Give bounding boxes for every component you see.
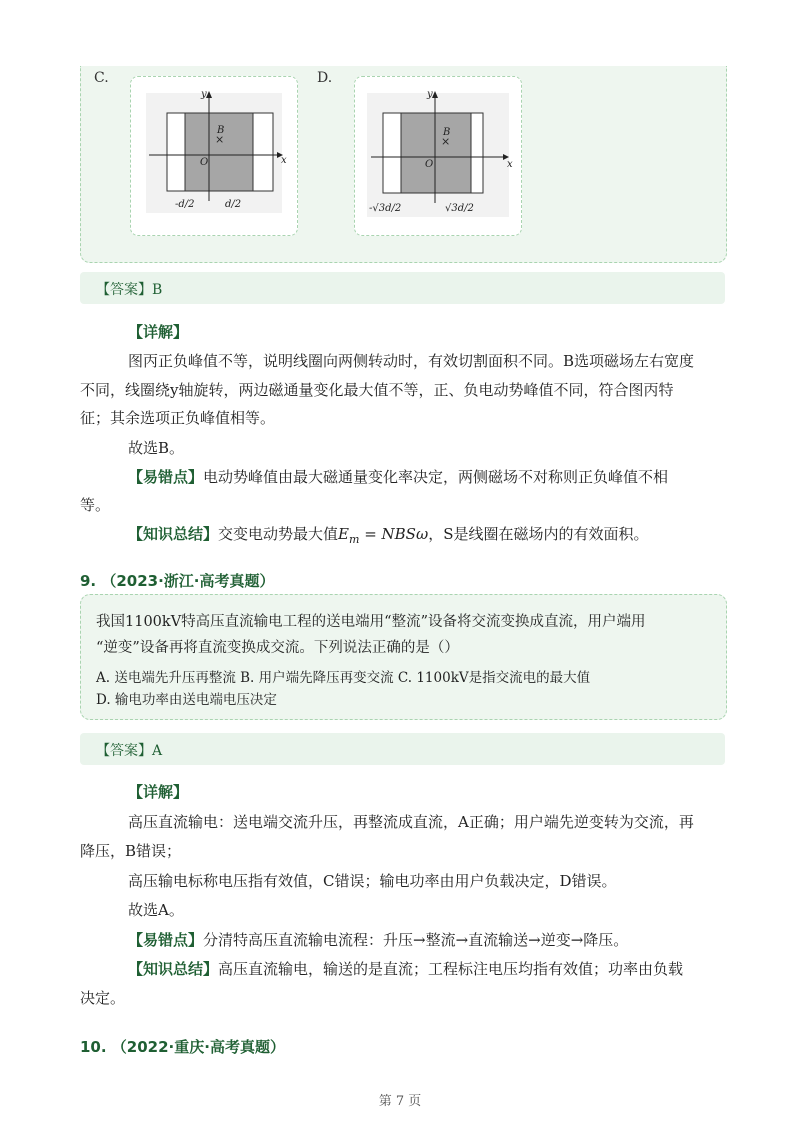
- summary-formula: E: [338, 525, 349, 543]
- pitfall-line-cont: 等。: [80, 496, 111, 514]
- summary-post: ，S是线圈在磁场内的有效面积。: [428, 525, 649, 543]
- summary-pre: 交变电动势最大值: [218, 525, 339, 543]
- summary-text: 高压直流输电，输送的是直流；工程标注电压均指有效值；功率由负载: [218, 960, 684, 978]
- tick-right-label: √3d/2: [445, 203, 474, 214]
- option-d-figure-card: [354, 76, 522, 236]
- answer-text: 【答案】A: [96, 743, 163, 759]
- tick-left-label: -√3d/2: [369, 203, 402, 214]
- pitfall-label: 【易错点】: [128, 931, 204, 949]
- question-10-heading: 10. （2022·重庆·高考真题）: [80, 1038, 285, 1056]
- summary-sub: m: [348, 533, 360, 546]
- detail-line: 高压输电标称电压指有效值，C错误；输电功率由用户负载决定，D错误。: [128, 872, 617, 890]
- pitfall-label: 【易错点】: [128, 468, 204, 486]
- origin-label: O: [425, 159, 434, 170]
- y-axis-label: y: [201, 89, 207, 100]
- tick-left-label: -d/2: [175, 199, 195, 210]
- option-c-figure: [131, 77, 297, 235]
- pitfall-text: 分清特高压直流输电流程：升压→整流→直流输送→逆变→降压。: [203, 931, 629, 949]
- detail-line: 图丙正负峰值不等，说明线圈向两侧转动时，有效切割面积不同。B选项磁场左右宽度: [128, 352, 695, 370]
- detail-line: 征；其余选项正负峰值相等。: [80, 409, 276, 427]
- summary-line-cont: 决定。: [80, 989, 126, 1007]
- summary-label: 【知识总结】: [128, 960, 219, 978]
- field-label: B: [217, 125, 225, 136]
- detail-line: 高压直流输电：送电端交流升压，再整流成直流，A正确；用户端先逆变转为交流，再: [128, 813, 694, 831]
- question-stem-line: 我国1100kV特高压直流输电工程的送电端用“整流”设备将交流变换成直流，用户端用: [96, 614, 646, 630]
- summary-label: 【知识总结】: [128, 525, 219, 543]
- pitfall-text: 电动势峰值由最大磁通量变化率决定，两侧磁场不对称则正负峰值不相: [203, 468, 669, 486]
- question-options-line: A. 送电端先升压再整流 B. 用户端先降压再变交流 C. 1100kV是指交流电的最大值: [96, 670, 591, 686]
- field-cross-mark: ×: [215, 133, 225, 146]
- option-c-figure-card: [130, 76, 298, 236]
- field-cross-mark: ×: [441, 135, 451, 148]
- detail-line: 不同，线圈绕y轴旋转，两边磁通量变化最大值不等，正、负电动势峰值不同，符合图丙特: [80, 381, 674, 399]
- y-axis-label: y: [427, 89, 433, 100]
- detail-line: 降压，B错误；: [80, 842, 182, 860]
- question-9-heading: 9. （2023·浙江·高考真题）: [80, 572, 275, 590]
- choose-line: 故选A。: [128, 901, 184, 919]
- option-d-figure: [355, 77, 521, 235]
- answer-text: 【答案】B: [96, 282, 163, 298]
- summary-line: [128, 524, 648, 550]
- question-options-line: D. 输电功率由送电端电压决定: [96, 692, 277, 708]
- summary-line: [128, 959, 683, 979]
- answer-bar-q9: [80, 733, 725, 765]
- magnetic-field-region: [401, 113, 471, 193]
- x-axis-label: x: [507, 159, 513, 170]
- choose-line: 故选B。: [128, 439, 185, 457]
- tick-right-label: d/2: [225, 199, 242, 210]
- question-stem-line: “逆变”设备再将直流变换成交流。下列说法正确的是（）: [96, 640, 459, 656]
- x-axis-label: x: [281, 155, 287, 166]
- option-d-letter: D.: [317, 70, 333, 86]
- field-label: B: [443, 127, 451, 138]
- pitfall-line: [128, 930, 628, 950]
- origin-label: O: [200, 157, 209, 168]
- answer-bar-q8: [80, 272, 725, 304]
- summary-eq: = NBSω: [359, 525, 429, 543]
- page-number: 第 7 页: [378, 1094, 422, 1109]
- option-c-letter: C.: [94, 70, 109, 86]
- pitfall-line: [128, 467, 668, 487]
- detail-heading: 【详解】: [128, 323, 189, 341]
- detail-heading: 【详解】: [128, 783, 189, 801]
